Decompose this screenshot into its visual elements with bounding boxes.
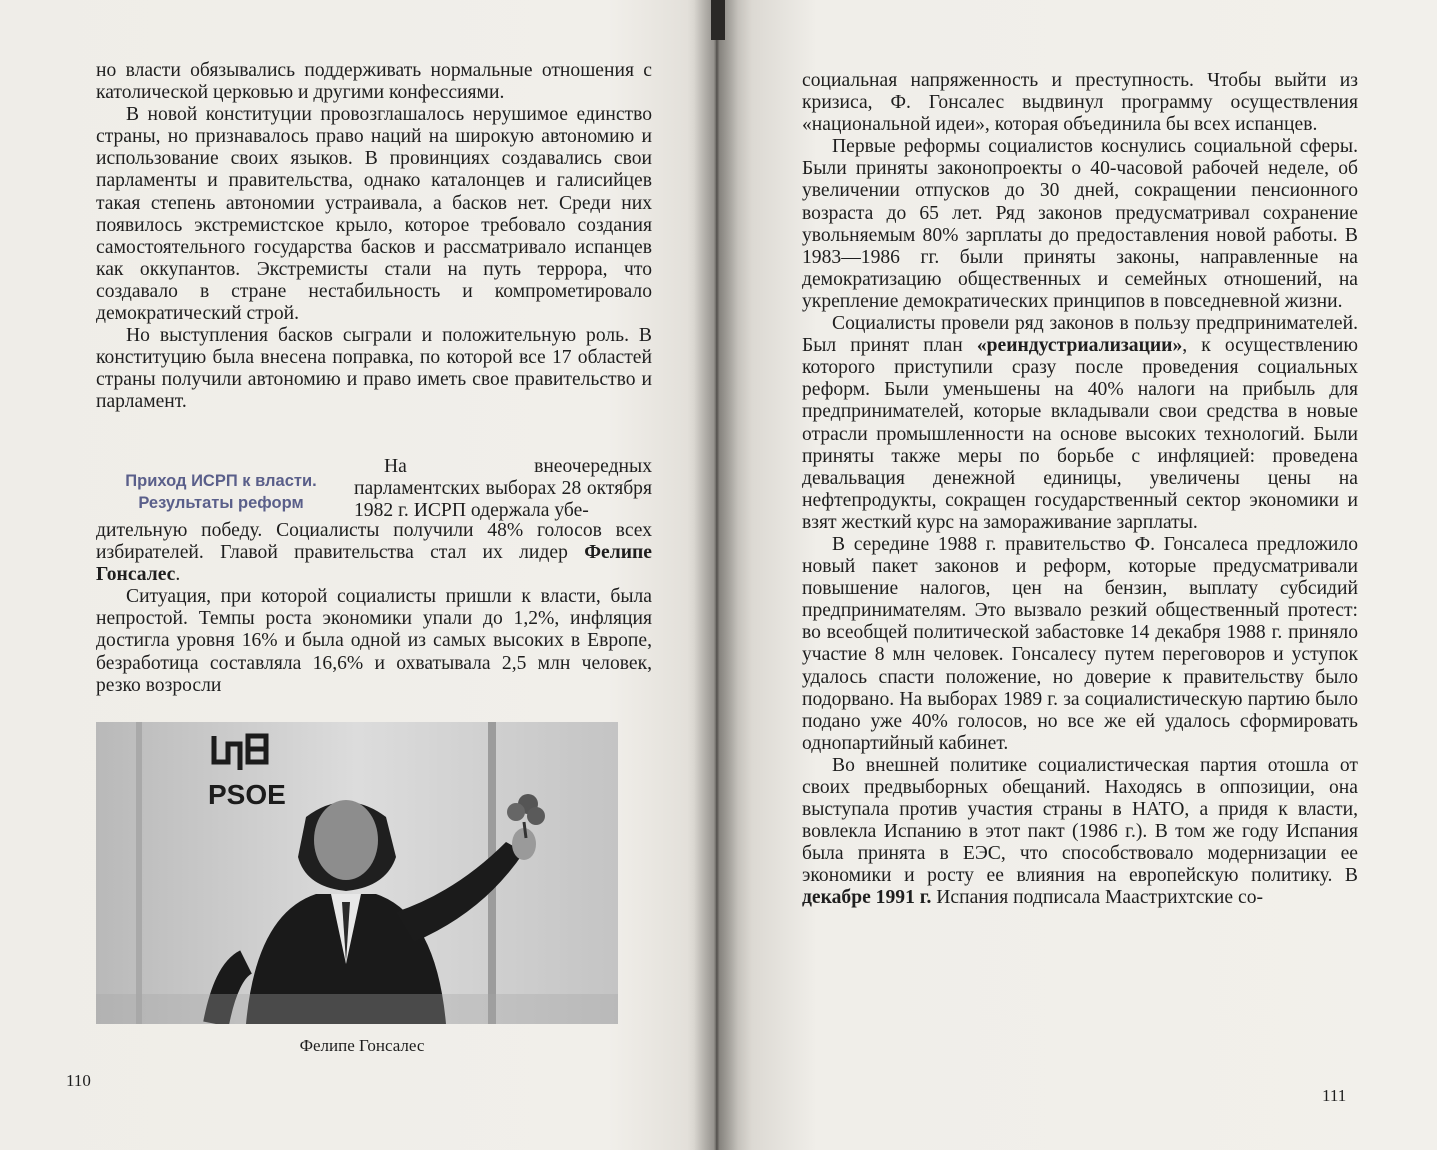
page-number-left: 110 <box>66 1071 91 1090</box>
left-text-column-lower <box>96 520 652 697</box>
right-paragraph-foreign-policy <box>802 755 1358 910</box>
date-december-1991: декабре 1991 г. <box>802 887 932 909</box>
leader-name: Фелипе Гонсалес <box>96 542 652 586</box>
side-heading-line-1: Приход ИСРП к власти. <box>125 472 317 490</box>
side-heading-line-2: Результаты реформ <box>138 494 304 512</box>
right-paragraph-continued: социальная напряженность и преступность. Чтобы выйти из кризиса, Ф. Гонсалес выдвинул программу осуществления «национальной идеи», которая объединила бы всех испанцев. <box>802 70 1358 136</box>
reindustrialization-term: «реиндустриализации» <box>976 335 1183 357</box>
page-number-right: 111 <box>1322 1086 1347 1105</box>
left-page <box>0 0 716 1150</box>
right-paragraph-1988: В середине 1988 г. правительство Ф. Гонсалеса предложило новый пакет законов и реформ, которые предусматривали повышение налогов, цен на бензин, выплату субсидий предпринимателям. Это вызвало резкий общественный протест: во всеобщей политической забастовке 14 декабря 1988 г. приняло участие 8 млн человек. Гонсалесу путем переговоров и уступок удалось спасти положение, но доверие к правительству было подорвано. На выборах 1989 г. за социалистическую партию было подано уже 40% голосов, но все же ей удалось сформировать однопартийный кабинет. <box>802 533 1358 754</box>
gutter-shadow <box>711 0 725 40</box>
elections-end: . <box>175 564 181 586</box>
elections-paragraph-rest <box>96 520 652 586</box>
right-text-column <box>802 70 1358 910</box>
foreign-text-start: Во внешней политике социалистическая партия отошла от своих предвыборных обещаний. Находясь в оппозиции, она выступала против участия страны в НАТО, а придя к власти, вовлекла Испанию в этот пакт (1986 г.). В том же году Испания была принята в ЕЭС, что способствовало модернизации ее экономики и росту ее влияния на европейскую политику. В <box>802 754 1358 887</box>
photo-illustration <box>96 722 618 1024</box>
right-paragraph-reindustrialization <box>802 313 1358 534</box>
left-paragraph-constitution: В новой конституции провозглашалось нерушимое единство страны, но признавалось право наций на широкую автономию и использование своих языков. В провинциях создавались свои парламенты и правительства, однако каталонцев и галисийцев такая степень автономии устраивала, а басков нет. Среди них появилось экстремистское крыло, которое требовало создания самостоятельного государства басков и рассматривало испанцев как оккупантов. Экстремисты стали на путь террора, что создавало в стране нестабильность и компрометировало демократический строй. <box>96 104 652 325</box>
left-paragraph-continued: но власти обязывались поддерживать нормальные отношения с католической церковью и другими конфессиями. <box>96 60 652 104</box>
elections-paragraph-start: На внеочередных парламентских выборах 28 октября 1982 г. ИСРП одержала убе- <box>354 456 652 522</box>
left-text-column <box>96 60 652 414</box>
elections-text: дительную победу. Социалисты получили 48% голосов всех избирателей. Главой правительства стал их лидер <box>96 520 652 564</box>
side-heading <box>96 470 346 514</box>
foreign-text-end: Испания подписала Маастрихтские со- <box>931 887 1264 909</box>
reind-text-end: , к осуществлению которого приступили сразу после проведения социальных реформ. Были уменьшены на 40% налоги на прибыль для предпринимателей, которые вкладывали свои средства в новые отрасли промышленности на основе высоких технологий. Были приняты также меры по борьбе с инфляцией: проведена девальвация денежной единицы, увеличены цены на нефтепродукты, сокращен государственный сектор экономики и взят жесткий курс на замораживание зарплаты. <box>802 335 1359 533</box>
photo-felipe-gonzalez <box>96 722 618 1024</box>
photo-caption: Фелипе Гонсалес <box>299 1036 425 1055</box>
psoe-logo-text: PSOE <box>208 779 286 810</box>
left-paragraph-basques: Но выступления басков сыграли и положительную роль. В конституцию была внесена поправка, по которой все 17 областей страны получили автономию и право иметь свое правительство и парламент. <box>96 325 652 413</box>
right-page <box>716 0 1437 1150</box>
right-paragraph-social-reforms: Первые реформы социалистов коснулись социальной сферы. Были приняты законопроекты о 40-часовой рабочей неделе, об увеличении отпусков до 30 дней, сокращении пенсионного возраста до 65 лет. Ряд законов предусматривал сохранение увольняемым 80% зарплаты до предоставления новой работы. В 1983—1986 гг. были приняты законы, направленные на демократизацию общественных и семейных отношений, на укрепление демократических принципов в повседневной жизни. <box>802 136 1358 312</box>
reind-text-start: Социалисты провели ряд законов в пользу предпринимателей. Был принят план <box>802 313 1358 357</box>
left-paragraph-situation: Ситуация, при которой социалисты пришли к власти, была непростой. Темпы роста экономики упали до 1,2%, инфляция достигла уровня 16% и была одной из самых высоких в Европе, безработица составляла 16,6% и охватывала 2,5 млн человек, резко возросли <box>96 586 652 696</box>
